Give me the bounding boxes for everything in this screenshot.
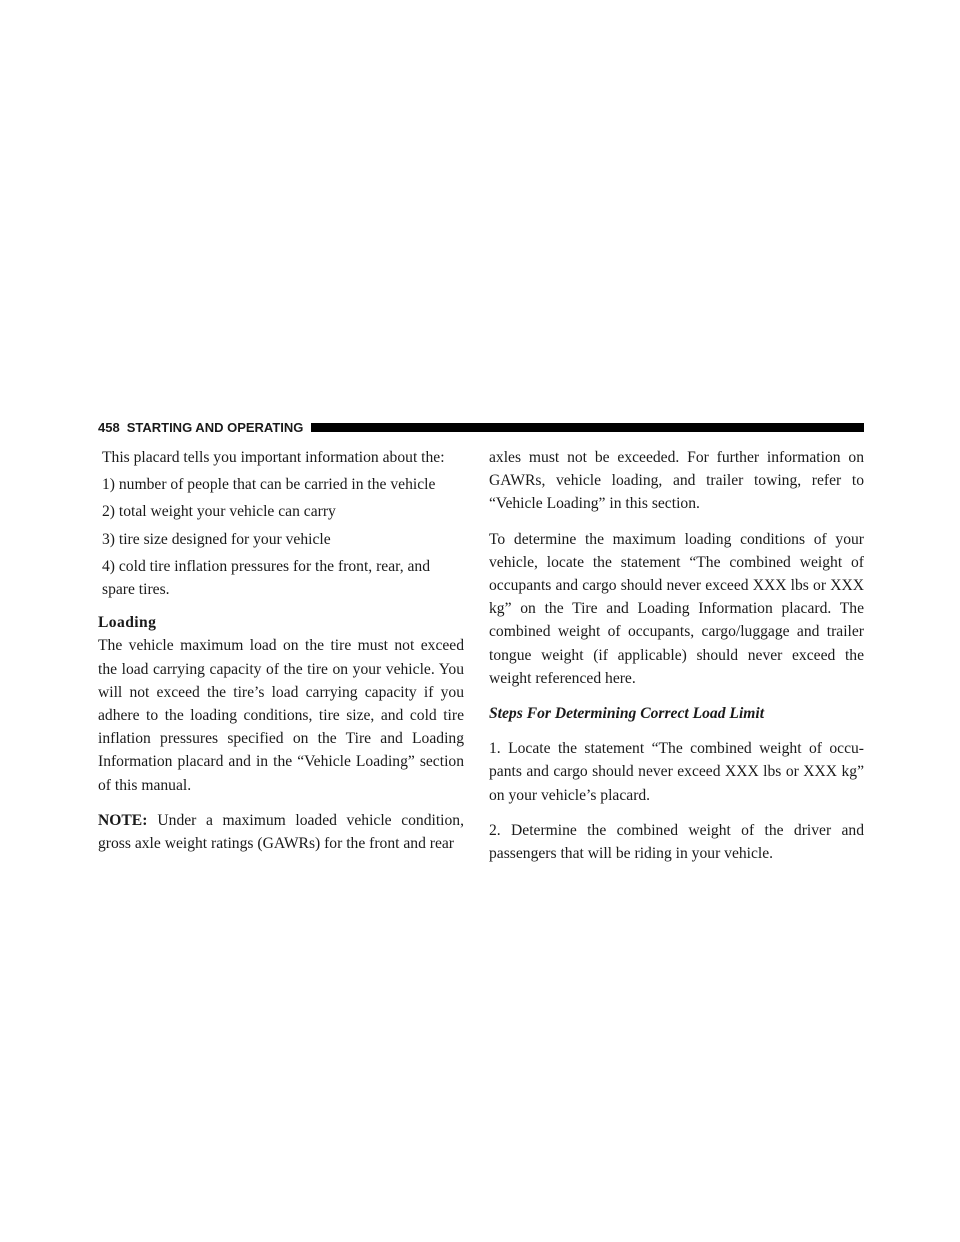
header-rule xyxy=(311,423,864,432)
step-1: 1. Locate the statement “The combined weight of occu-pants and cargo should never exceed XXX lbs or XXX kg” on your vehicle’s placard. xyxy=(489,740,864,804)
note-text: Under a maximum loaded vehicle condition, gross axle weight ratings (GAWRs) for the front and rear xyxy=(98,811,464,853)
placard-info-block xyxy=(98,446,464,601)
right-column xyxy=(489,446,864,877)
loading-heading: Loading xyxy=(98,614,157,632)
step-2: 2. Determine the combined weight of the driver and passengers that will be riding in your vehicle. xyxy=(489,821,864,863)
note-paragraph xyxy=(98,809,464,855)
list-item: 3) tire size designed for your vehicle xyxy=(102,530,331,548)
note-label: NOTE: xyxy=(98,811,148,829)
list-item: 2) total weight your vehicle can carry xyxy=(102,503,336,521)
gawr-continuation: axles must not be exceeded. For further information on GAWRs, vehicle loading, and trailer towing, refer to “Vehicle Loading” in this section. xyxy=(489,449,864,513)
list-item: 4) cold tire inflation pressures for the front, rear, and spare tires. xyxy=(102,557,431,599)
page-number: 458 xyxy=(98,419,120,435)
section-title: STARTING AND OPERATING xyxy=(126,419,304,435)
list-item: 1) number of people that can be carried in the vehicle xyxy=(102,476,436,494)
page-header xyxy=(98,417,864,437)
max-loading-paragraph: To determine the maximum loading conditions of your vehicle, locate the statement “The combined weight of occupants and cargo should never exceed XXX lbs or XXX kg” on the Tire and Loading Information placard. The combined weight of occupants, cargo/luggage and trailer tongue weight (if applicable) should never exceed the weight referenced here. xyxy=(489,530,864,687)
left-column xyxy=(98,446,464,867)
steps-heading: Steps For Determining Correct Load Limit xyxy=(489,705,765,723)
loading-paragraph: The vehicle maximum load on the tire must not exceed the load carrying capacity of the tire on your vehicle. You will not exceed the tire’s load carrying capacity if you adhere to the loading conditions, tire size, and cold tire inflation pressures specified on the Tire and Loading Information placard and in the “Vehicle Loading” section of this manual. xyxy=(98,637,464,794)
placard-intro: This placard tells you important information about the: xyxy=(102,449,445,466)
